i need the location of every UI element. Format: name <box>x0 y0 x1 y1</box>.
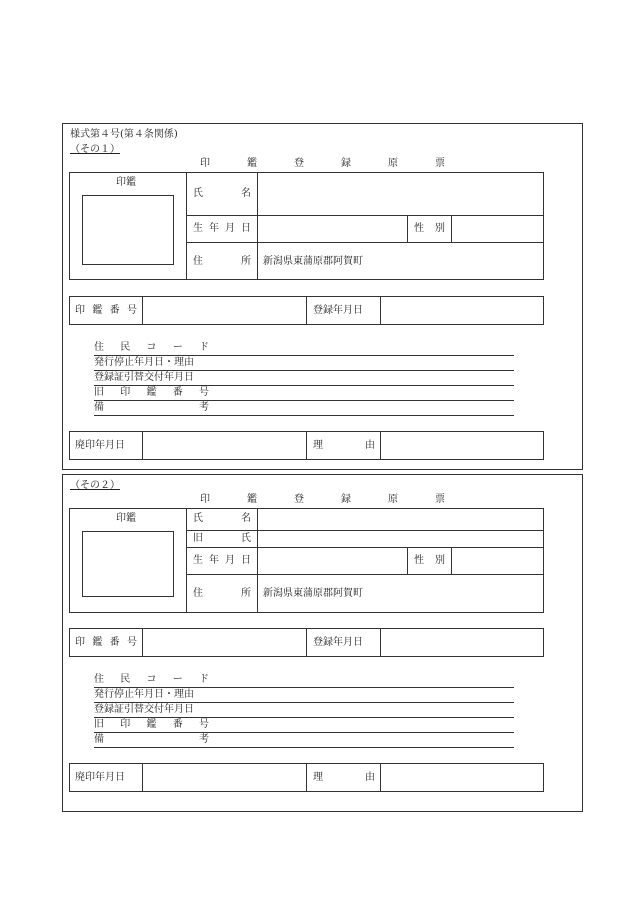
table-divider <box>306 763 307 792</box>
old-name-label: 旧 氏 <box>193 533 251 544</box>
title-char: 票 <box>435 494 445 505</box>
title-char: 票 <box>435 158 445 169</box>
old-seal-number-label: 旧 印 鑑 番 号 <box>94 387 209 398</box>
title-char: 録 <box>341 158 351 169</box>
title-char: 鑑 <box>247 158 257 169</box>
table-divider <box>142 763 143 792</box>
form-title-2 <box>200 495 445 505</box>
title-char: 録 <box>341 494 351 505</box>
seal-number-label: 印 鑑 番 号 <box>75 305 137 316</box>
table-divider <box>257 508 258 613</box>
seal-number-label: 印 鑑 番 号 <box>75 637 137 648</box>
table-divider <box>407 215 408 242</box>
table-divider <box>306 628 307 657</box>
inkan-label: 印鑑 <box>116 513 136 524</box>
seal-impression-box[interactable] <box>82 531 174 597</box>
title-char: 印 <box>200 158 210 169</box>
reason-label: 理 由 <box>313 772 375 783</box>
title-char: 印 <box>200 494 210 505</box>
table-divider <box>257 172 258 280</box>
birth-date-label: 生 年 月 日 <box>193 555 251 566</box>
form-title-1 <box>200 159 445 169</box>
table-divider <box>186 574 544 575</box>
gender-label: 性 別 <box>414 223 445 234</box>
reason-label: 理 由 <box>313 440 375 451</box>
card-reissue-label: 登録証引替交付年月日 <box>94 372 194 383</box>
address-value: 新潟県東蒲原郡阿賀町 <box>263 588 363 599</box>
remarks-label: 備 考 <box>94 402 209 413</box>
table-divider <box>186 547 544 548</box>
note-line <box>94 717 514 718</box>
address-label: 住 所 <box>193 588 251 599</box>
table-divider <box>380 628 381 657</box>
table-divider <box>451 215 452 242</box>
old-seal-number-label: 旧 印 鑑 番 号 <box>94 719 209 730</box>
note-line <box>94 732 514 733</box>
table-divider <box>186 215 544 216</box>
address-label: 住 所 <box>193 256 251 267</box>
note-line <box>94 355 514 356</box>
table-divider <box>186 508 187 613</box>
form-number: 様式第４号(第４条関係) <box>70 129 178 140</box>
note-line <box>94 385 514 386</box>
title-char: 登 <box>294 494 304 505</box>
title-char: 原 <box>388 158 398 169</box>
table-divider <box>380 431 381 460</box>
title-char: 鑑 <box>247 494 257 505</box>
table-divider <box>407 547 408 574</box>
note-line <box>94 415 514 416</box>
remarks-label: 備 考 <box>94 734 209 745</box>
note-line <box>94 687 514 688</box>
table-divider <box>142 628 143 657</box>
registration-date-label: 登録年月日 <box>313 305 363 316</box>
note-line <box>94 702 514 703</box>
table-divider <box>380 763 381 792</box>
table-divider <box>186 530 544 531</box>
issue-suspension-label: 発行停止年月日・理由 <box>94 357 194 368</box>
birth-date-label: 生 年 月 日 <box>193 223 251 234</box>
table-divider <box>306 431 307 460</box>
resident-code-label: 住 民 コ ー ド <box>94 342 209 353</box>
note-line <box>94 400 514 401</box>
abolition-date-label: 廃印年月日 <box>75 772 125 783</box>
name-label: 氏 名 <box>193 188 251 199</box>
table-divider <box>186 172 187 280</box>
issue-suspension-label: 発行停止年月日・理由 <box>94 689 194 700</box>
note-line <box>94 747 514 748</box>
inkan-label: 印鑑 <box>116 177 136 188</box>
section-label-1: （その１） <box>70 144 120 155</box>
abolition-date-label: 廃印年月日 <box>75 440 125 451</box>
registration-date-label: 登録年月日 <box>313 637 363 648</box>
note-line <box>94 370 514 371</box>
table-divider <box>306 296 307 325</box>
table-divider <box>451 547 452 574</box>
table-divider <box>186 242 544 243</box>
address-value: 新潟県東蒲原郡阿賀町 <box>263 256 363 267</box>
table-divider <box>142 296 143 325</box>
section-label-2: （その２） <box>70 480 120 491</box>
table-divider <box>142 431 143 460</box>
table-divider <box>380 296 381 325</box>
name-label: 氏 名 <box>193 513 251 524</box>
resident-code-label: 住 民 コ ー ド <box>94 674 209 685</box>
gender-label: 性 別 <box>414 555 445 566</box>
title-char: 原 <box>388 494 398 505</box>
title-char: 登 <box>294 158 304 169</box>
card-reissue-label: 登録証引替交付年月日 <box>94 704 194 715</box>
seal-impression-box[interactable] <box>82 195 174 265</box>
